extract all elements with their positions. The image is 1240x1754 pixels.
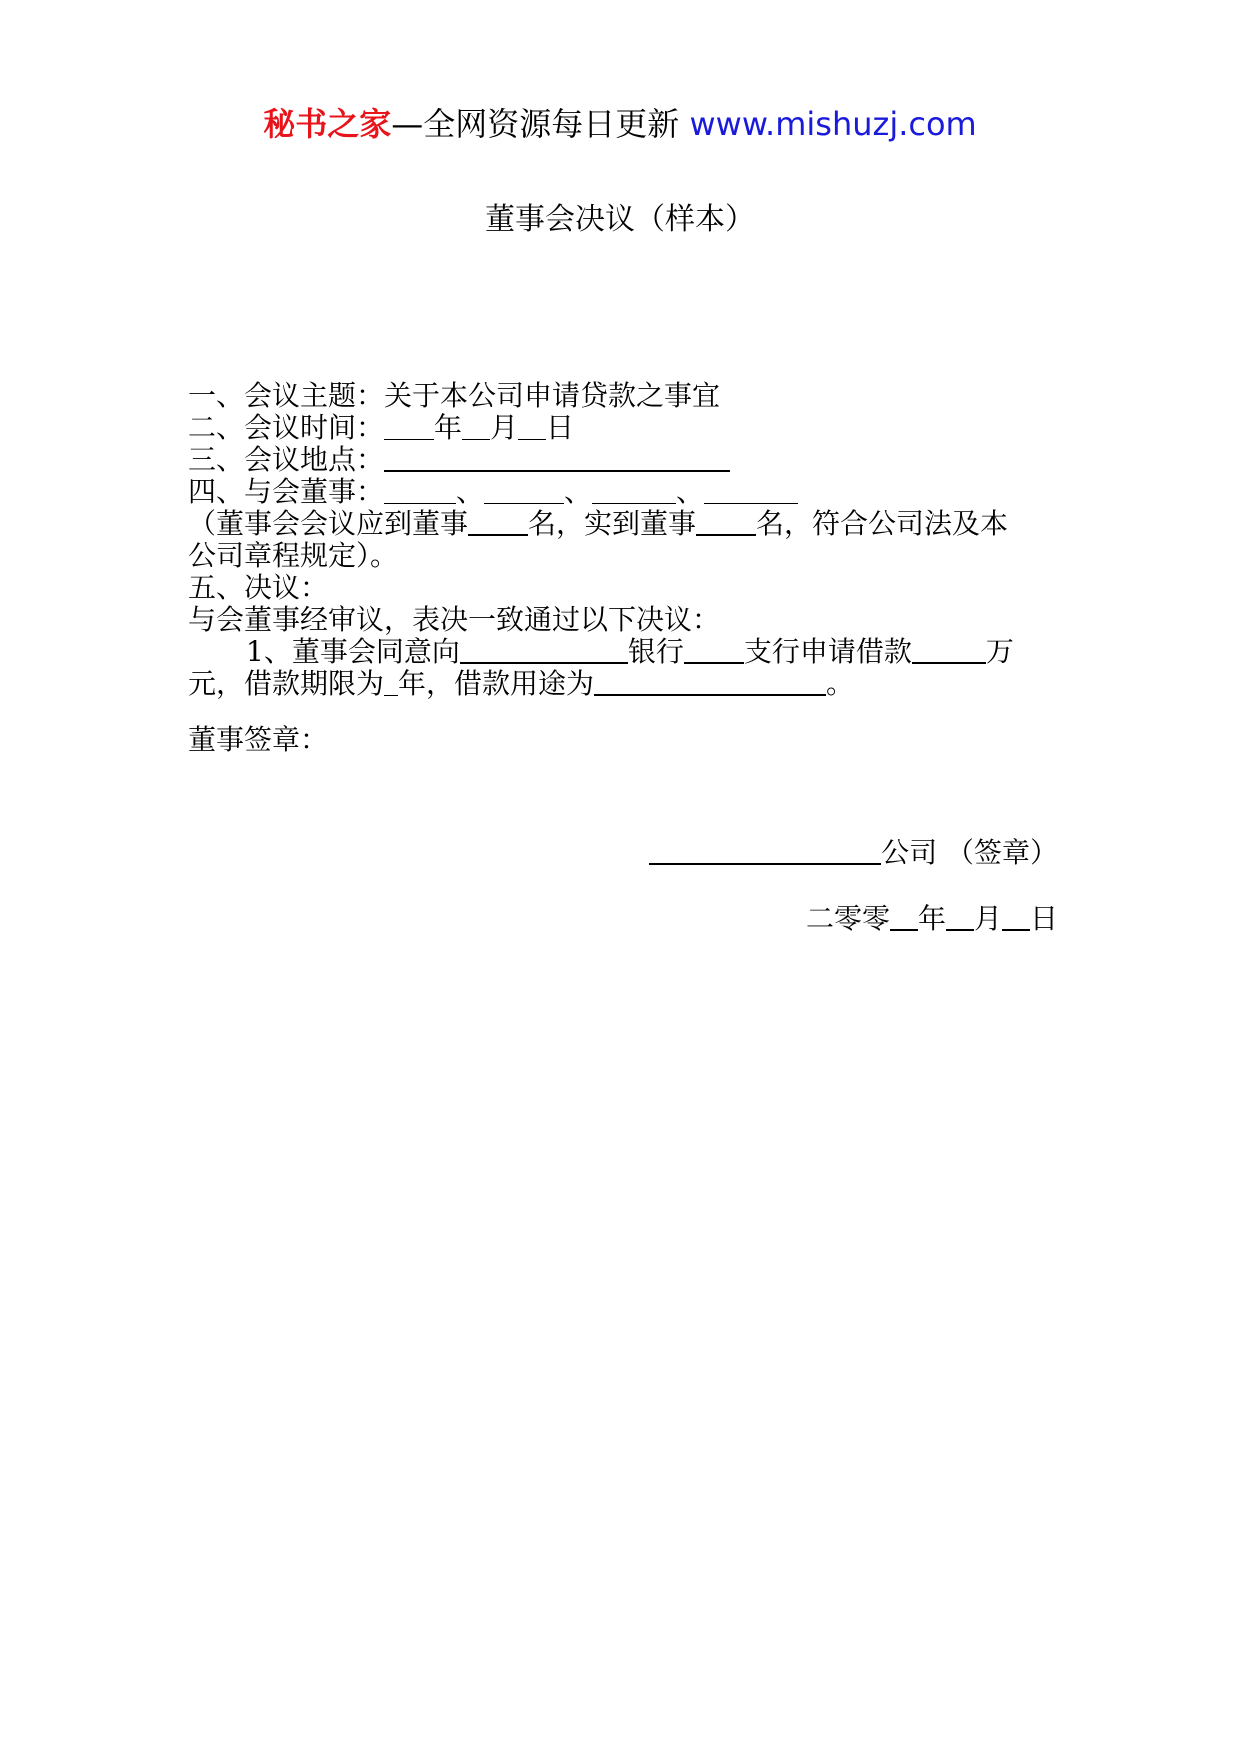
director-blank-1[interactable] — [384, 479, 456, 504]
director-blank-3[interactable] — [592, 479, 676, 504]
quorum-line: （董事会会议应到董事 名，实到董事 名，符合公司法及本 — [188, 507, 1009, 540]
resolution-intro: 与会董事经审议，表决一致通过以下决议： — [188, 603, 721, 636]
branch-blank[interactable] — [684, 638, 744, 664]
meeting-time: 二、会议时间： 年 月 日 — [188, 411, 575, 444]
director-blank-2[interactable] — [484, 479, 564, 504]
date-year-blank[interactable] — [890, 905, 918, 931]
document-body — [188, 380, 1058, 756]
month-blank[interactable] — [462, 415, 490, 440]
director-blank-4[interactable] — [704, 479, 798, 504]
site-tagline: —全网资源每日更新 — [391, 105, 680, 143]
site-url-link[interactable]: www.mishuzj.com — [689, 105, 977, 143]
brand-name: 秘书之家 — [263, 105, 392, 143]
meeting-place: 三、会议地点： — [188, 444, 1058, 476]
document-title: 董事会决议（样本） — [485, 202, 755, 237]
required-count-blank[interactable] — [468, 510, 528, 536]
resolution-item-1: 1、董事会同意向 银行 支行申请借款 万 — [246, 635, 1014, 668]
attending-directors: 四、与会董事： 、 、 、 — [188, 476, 1058, 508]
year-blank[interactable] — [384, 415, 434, 440]
amount-blank[interactable] — [912, 638, 986, 664]
bank-blank[interactable] — [460, 638, 628, 664]
company-name-blank[interactable] — [649, 839, 881, 865]
site-header — [0, 100, 1240, 148]
resolution-item-1-cont: 元，借款期限为 年，借款用途为 。 — [188, 667, 855, 700]
purpose-blank[interactable] — [594, 670, 826, 696]
resolution-heading: 五、决议： — [188, 571, 329, 604]
actual-count-blank[interactable] — [696, 510, 756, 536]
date-day-blank[interactable] — [1002, 905, 1030, 931]
meeting-topic: 一、会议主题：关于本公司申请贷款之事宜 — [188, 379, 721, 412]
day-blank[interactable] — [518, 415, 546, 440]
date-month-blank[interactable] — [946, 905, 974, 931]
place-blank[interactable] — [384, 446, 730, 472]
company-seal-line: 公司 （签章） — [649, 836, 1058, 870]
term-blank[interactable] — [384, 671, 398, 696]
director-signature-label: 董事签章： — [188, 723, 329, 756]
signing-date: 二零零 年 月 日 — [805, 902, 1058, 935]
quorum-line-cont: 公司章程规定）。 — [188, 539, 399, 572]
